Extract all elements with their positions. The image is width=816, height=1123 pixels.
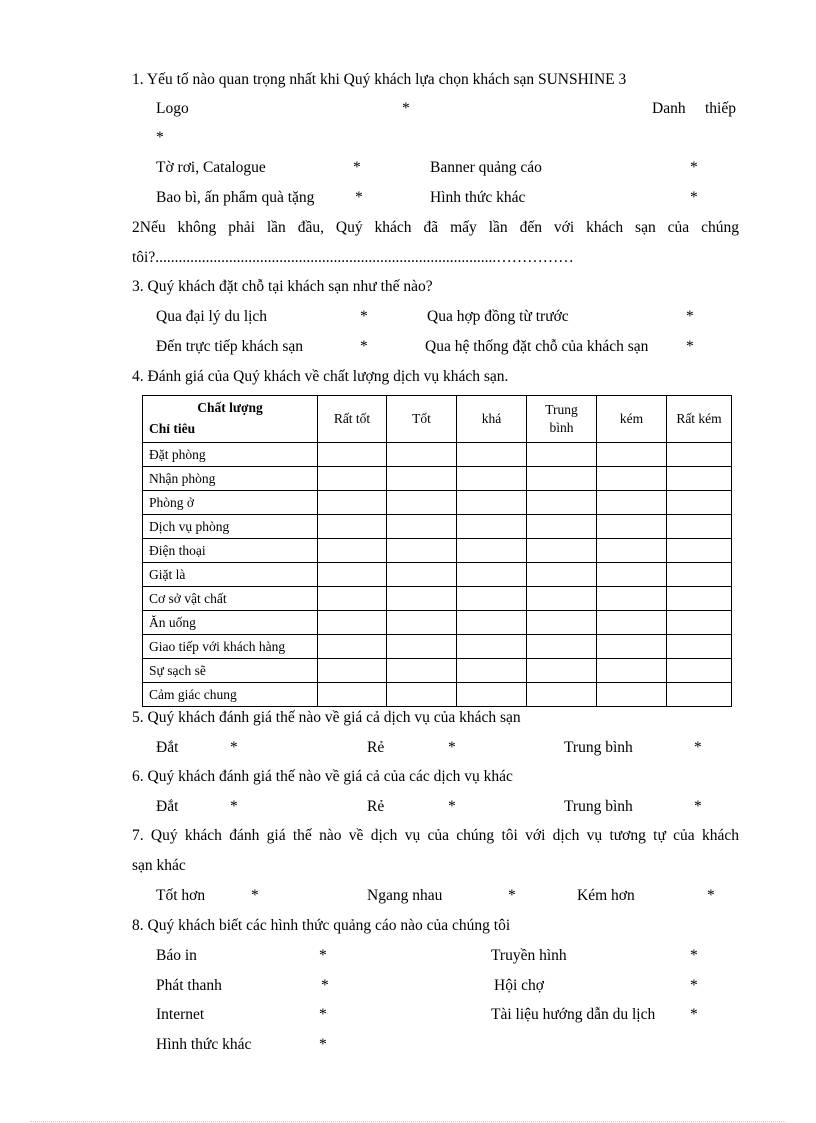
q1-mark-bao-bi[interactable]: * [355,189,363,206]
rating-cell[interactable] [597,587,667,611]
q8-opt-bao-in: Báo in [156,947,197,964]
rating-cell[interactable] [527,587,597,611]
rating-cell[interactable] [667,443,732,467]
rating-cell[interactable] [597,611,667,635]
q1-opt-bao-bi: Bao bì, ấn phẩm quà tặng [156,189,315,206]
row-criterion-label: Cảm giác chung [143,683,318,707]
q6-opt-dat: Đắt [156,798,179,815]
q8-opt-truyen-hinh: Truyền hình [491,947,567,964]
rating-cell[interactable] [457,515,527,539]
q5-mark-re[interactable]: * [448,739,456,756]
rating-cell[interactable] [667,683,732,707]
header-col-trung-binh [527,396,597,443]
rating-cell[interactable] [457,539,527,563]
rating-cell[interactable] [667,539,732,563]
q3-mark-hop-dong[interactable]: * [686,308,694,325]
rating-cell[interactable] [667,563,732,587]
row-criterion-label: Cơ sở vật chất [143,587,318,611]
q8-mark-khac[interactable]: * [319,1036,327,1053]
q8-mark-bao-in[interactable]: * [319,947,327,964]
rating-cell[interactable] [667,611,732,635]
table-row [143,635,732,659]
q3-opt-hop-dong: Qua hợp đồng từ trước [427,308,569,325]
rating-cell[interactable] [318,611,387,635]
q1-mark-banner[interactable]: * [690,159,698,176]
q6-mark-tb[interactable]: * [694,798,702,815]
rating-cell[interactable] [387,611,457,635]
row-criterion-label: Điện thoại [143,539,318,563]
rating-cell[interactable] [457,443,527,467]
rating-cell[interactable] [387,659,457,683]
q8-mark-tai-lieu[interactable]: * [690,1006,698,1023]
q7-mark-tot-hon[interactable]: * [251,887,259,904]
q1-mark-hinh-thuc-khac[interactable]: * [690,189,698,206]
rating-cell[interactable] [457,683,527,707]
rating-cell[interactable] [597,515,667,539]
q7-opt-kem: Kém hơn [577,887,635,904]
q1-opt-banner: Banner quảng cáo [430,159,542,176]
rating-cell[interactable] [457,467,527,491]
table-row [143,587,732,611]
rating-cell[interactable] [457,611,527,635]
q1-mark-logo[interactable]: * [402,100,410,117]
header-col-kem: kém [597,396,667,443]
header-col-rat-kem: Rất kém [667,396,732,443]
rating-cell[interactable] [318,587,387,611]
rating-cell[interactable] [387,491,457,515]
table-row [143,659,732,683]
q8-mark-hoi-cho[interactable]: * [690,977,698,994]
q1-opt-logo: Logo [156,100,189,117]
rating-cell[interactable] [597,683,667,707]
rating-cell[interactable] [667,659,732,683]
rating-cell[interactable] [527,539,597,563]
q1-opt-danh: Danh [652,100,686,117]
rating-cell[interactable] [667,515,732,539]
row-criterion-label: Đặt phòng [143,443,318,467]
rating-cell[interactable] [667,635,732,659]
table-header-row [143,396,732,443]
q8-mark-phat-thanh[interactable]: * [321,977,329,994]
header-criteria-label: Chỉ tiêu [149,421,196,436]
q7-line1: 7. Quý khách đánh giá thế nào về dịch vụ của chúng tôi với dịch vụ tương tự của khách [132,827,739,844]
q3-opt-he-thong: Qua hệ thống đặt chỗ của khách sạn [425,338,649,355]
q8-mark-internet[interactable]: * [319,1006,327,1023]
header-col-kha: khá [457,396,527,443]
rating-cell[interactable] [387,515,457,539]
rating-cell[interactable] [457,587,527,611]
q6-title: 6. Quý khách đánh giá thế nào về giá cả của các dịch vụ khác [132,768,513,785]
table-row [143,491,732,515]
row-criterion-label: Giao tiếp với khách hàng [143,635,318,659]
rating-cell[interactable] [597,659,667,683]
q5-opt-dat: Đắt [156,739,179,756]
q2-line2[interactable]: tôi?........................................................................................…………… [132,249,574,266]
header-quality-label: Chất lượng [197,400,263,415]
q8-mark-truyen-hinh[interactable]: * [690,947,698,964]
q2-line1: 2Nếu không phải lần đầu, Quý khách đã mấy lần đến với khách sạn của chúng [132,219,739,236]
q5-opt-tb: Trung bình [564,739,633,756]
q1-opt-to-roi: Tờ rơi, Catalogue [156,159,266,176]
rating-cell[interactable] [597,563,667,587]
header-col-trung-binh-label: Trung bình [545,402,578,435]
rating-cell[interactable] [318,563,387,587]
rating-cell[interactable] [597,635,667,659]
q7-mark-ngang[interactable]: * [508,887,516,904]
rating-cell[interactable] [667,587,732,611]
header-criteria-cell [143,396,318,443]
q6-opt-tb: Trung bình [564,798,633,815]
q5-opt-re: Rẻ [367,739,385,756]
q8-opt-hoi-cho: Hội chợ [494,977,544,994]
rating-cell[interactable] [527,683,597,707]
q8-opt-internet: Internet [156,1006,205,1023]
rating-cell[interactable] [318,659,387,683]
rating-cell[interactable] [387,635,457,659]
rating-cell[interactable] [318,683,387,707]
table-row [143,443,732,467]
row-criterion-label: Nhận phòng [143,467,318,491]
q1-mark-danh-thiep[interactable]: * [156,129,164,146]
rating-cell[interactable] [318,539,387,563]
rating-cell[interactable] [318,443,387,467]
table-row [143,683,732,707]
rating-cell[interactable] [318,635,387,659]
q3-mark-he-thong[interactable]: * [686,338,694,355]
table-row [143,539,732,563]
rating-cell[interactable] [387,539,457,563]
rating-cell[interactable] [387,563,457,587]
q3-opt-truc-tiep: Đến trực tiếp khách sạn [156,338,303,355]
header-col-tot: Tốt [387,396,457,443]
rating-cell[interactable] [597,539,667,563]
rating-cell[interactable] [527,611,597,635]
row-criterion-label: Giặt là [143,563,318,587]
rating-cell[interactable] [667,491,732,515]
row-criterion-label: Sự sạch sẽ [143,659,318,683]
rating-cell[interactable] [667,467,732,491]
table-row [143,467,732,491]
rating-cell[interactable] [318,491,387,515]
rating-cell[interactable] [527,515,597,539]
q6-opt-re: Rẻ [367,798,385,815]
rating-cell[interactable] [318,515,387,539]
rating-cell[interactable] [387,443,457,467]
row-criterion-label: Ăn uống [143,611,318,635]
q1-title: 1. Yếu tố nào quan trọng nhất khi Quý khách lựa chọn khách sạn SUNSHINE 3 [132,71,627,88]
q7-opt-tot-hon: Tốt hơn [156,887,206,904]
q5-mark-dat[interactable]: * [230,739,238,756]
q7-mark-kem[interactable]: * [707,887,715,904]
q3-title: 3. Quý khách đặt chỗ tại khách sạn như thế nào? [132,278,433,295]
q1-mark-to-roi[interactable]: * [353,159,361,176]
q7-line2: sạn khác [132,857,186,874]
rating-cell[interactable] [527,635,597,659]
q1-opt-hinh-thuc-khac: Hình thức khác [430,189,526,206]
table-row [143,611,732,635]
table-row [143,563,732,587]
row-criterion-label: Phòng ở [143,491,318,515]
quality-rating-table [142,395,732,707]
q6-mark-re[interactable]: * [448,798,456,815]
q8-opt-phat-thanh: Phát thanh [156,977,222,994]
rating-cell[interactable] [457,635,527,659]
q8-opt-tai-lieu: Tài liệu hướng dẫn du lịch [491,1006,656,1023]
rating-cell[interactable] [597,491,667,515]
rating-cell[interactable] [457,491,527,515]
rating-cell[interactable] [597,443,667,467]
q8-opt-khac: Hình thức khác [156,1036,252,1053]
q3-opt-dai-ly: Qua đại lý du lịch [156,308,268,325]
row-criterion-label: Dịch vụ phòng [143,515,318,539]
rating-cell[interactable] [527,443,597,467]
rating-cell[interactable] [318,467,387,491]
q6-mark-dat[interactable]: * [230,798,238,815]
q8-title: 8. Quý khách biết các hình thức quảng cáo nào của chúng tôi [132,917,511,934]
footer-divider [30,1121,786,1122]
table-row [143,515,732,539]
rating-cell[interactable] [527,659,597,683]
header-col-rat-tot: Rất tốt [318,396,387,443]
q3-mark-truc-tiep[interactable]: * [360,338,368,355]
rating-cell[interactable] [387,683,457,707]
q4-title: 4. Đánh giá của Quý khách về chất lượng dịch vụ khách sạn. [132,368,509,385]
rating-cell[interactable] [457,659,527,683]
q1-opt-thiep: thiếp [705,100,736,117]
q5-mark-tb[interactable]: * [694,739,702,756]
rating-cell[interactable] [527,563,597,587]
rating-cell[interactable] [527,491,597,515]
rating-cell[interactable] [527,467,597,491]
rating-cell[interactable] [387,587,457,611]
rating-cell[interactable] [387,467,457,491]
rating-cell[interactable] [457,563,527,587]
rating-cell[interactable] [597,467,667,491]
q7-opt-ngang: Ngang nhau [367,887,443,904]
q3-mark-dai-ly[interactable]: * [360,308,368,325]
q5-title: 5. Quý khách đánh giá thế nào về giá cả dịch vụ của khách sạn [132,709,521,726]
